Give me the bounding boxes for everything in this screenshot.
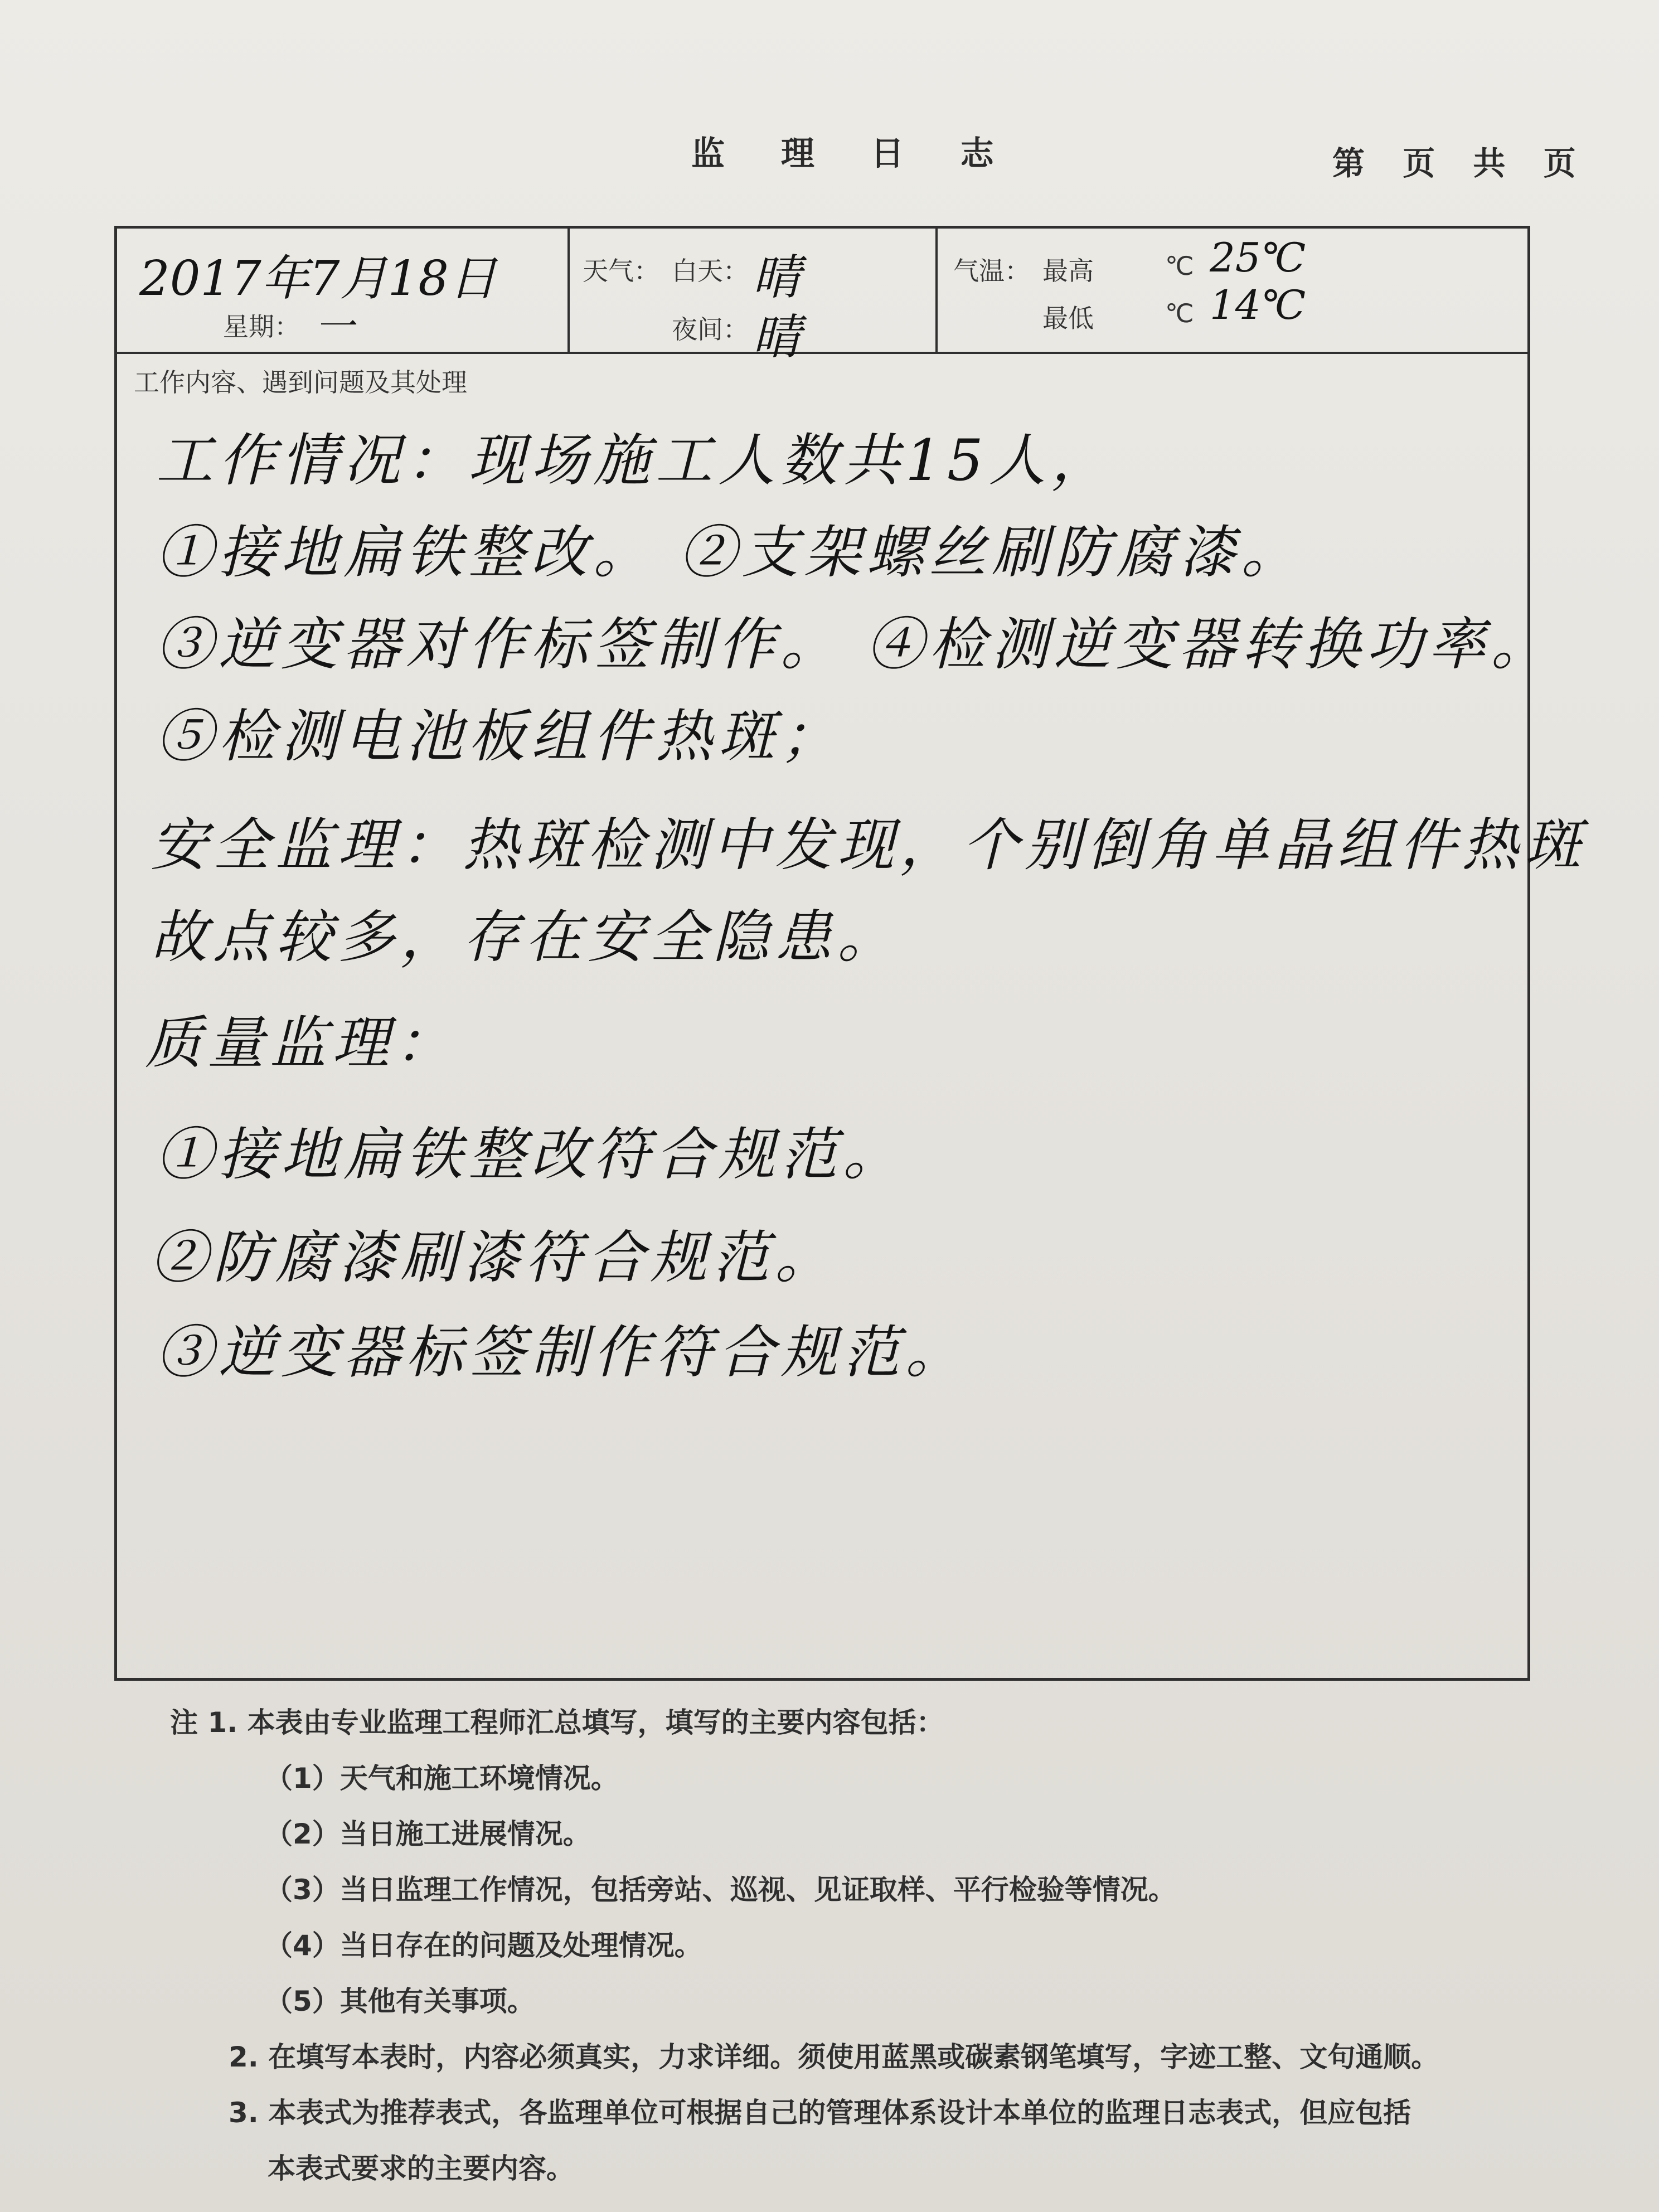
temperature-label: 气温：: [953, 256, 1030, 286]
temperature-high-value: 25℃: [1210, 234, 1306, 281]
page-number-label: 第 页 共 页: [1332, 144, 1589, 182]
note-line: 本表式要求的主要内容。: [268, 2152, 574, 2185]
note-line: 3. 本表式为推荐表式，各监理单位可根据自己的管理体系设计本单位的监理日志表式，但应包括: [229, 2097, 1411, 2129]
work-line: 故点较多，存在安全隐患。: [151, 904, 900, 971]
form-header-row: [117, 229, 1527, 365]
work-line: ①接地扁铁整改符合规范。: [156, 1122, 905, 1188]
work-line: 安全监理：热斑检测中发现，个别倒角单晶组件热斑: [151, 812, 1587, 879]
weather-night-label: 夜间：: [672, 314, 749, 345]
note-line: 注 1. 本表由专业监理工程师汇总填写，填写的主要内容包括：: [170, 1706, 944, 1739]
page-title: 监 理 日 志: [691, 134, 1016, 173]
section-title: 工作内容、遇到问题及其处理: [134, 367, 467, 397]
work-line: ②防腐漆刷漆符合规范。: [151, 1225, 837, 1291]
note-line: （3）当日监理工作情况，包括旁站、巡视、见证取样、平行检验等情况。: [265, 1874, 1176, 1906]
note-line: （4）当日存在的问题及处理情况。: [265, 1929, 702, 1962]
temperature-low-label: 最低: [1042, 303, 1094, 333]
log-form: [114, 226, 1587, 1681]
weekday-label: 星期：: [223, 312, 300, 342]
work-line: ③逆变器对作标签制作。 ④检测逆变器转换功率。: [156, 612, 1554, 678]
work-line: 工作情况：现场施工人数共15人，: [156, 428, 1114, 494]
weather-label: 天气：: [583, 256, 659, 286]
temperature-unit: ℃: [1165, 298, 1194, 328]
temperature-low-value: 14℃: [1210, 282, 1306, 328]
header-divider: [935, 229, 938, 354]
date-handwritten: 2017年7月18日: [139, 251, 497, 307]
temperature-high-label: 最高: [1042, 256, 1094, 286]
weather-night-value: 晴: [753, 309, 801, 365]
work-line: ③逆变器标签制作符合规范。: [156, 1320, 968, 1386]
weather-day-value: 晴: [753, 250, 801, 305]
work-line: ⑤检测电池板组件热斑；: [156, 704, 843, 770]
note-line: （5）其他有关事项。: [265, 1985, 535, 2017]
note-line: （2）当日施工进展情况。: [265, 1818, 591, 1850]
note-line: 2. 在填写本表时，内容必须真实，力求详细。须使用蓝黑或碳素钢笔填写，字迹工整、文句通顺。: [229, 2041, 1439, 2073]
work-line: 质量监理：: [145, 1010, 457, 1076]
note-line: （1）天气和施工环境情况。: [265, 1762, 619, 1794]
work-line: ①接地扁铁整改。 ②支架螺丝刷防腐漆。: [156, 520, 1304, 586]
weekday-value: 一: [315, 304, 354, 350]
header-divider: [567, 229, 570, 354]
temperature-unit: ℃: [1165, 251, 1194, 281]
weather-day-label: 白天：: [672, 256, 749, 286]
